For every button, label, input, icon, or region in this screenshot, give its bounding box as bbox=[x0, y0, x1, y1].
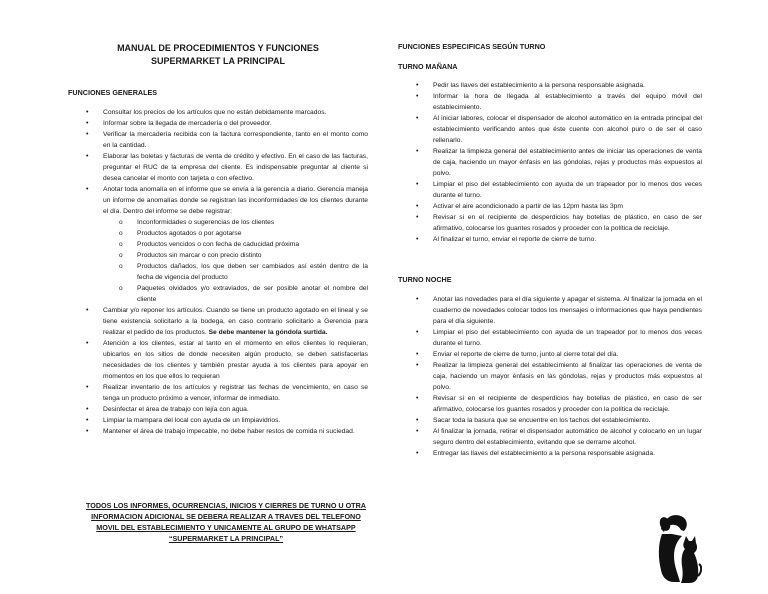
list-item: • Activar el aire acondicionado a partir de las 12pm hasta las 3pm bbox=[398, 201, 702, 212]
general-heading: FUNCIONES GENERALES bbox=[68, 88, 158, 97]
whatsapp-notice: TODOS LOS INFORMES, OCURRENCIAS, INICIOS Y CIERRES DE TURNO U OTRA INFORMACION ADICIONAL SE DEBERA REALIZAR A TRAVES DEL TELEFONO MOVIL DEL ESTABLECIMIENTO Y UNICAMENTE AL GRUPO DE WHATSAPP “SUPERMARKET LA PRINCIPAL” bbox=[86, 501, 366, 543]
sublist-item: o Paquetes olvidados y/o extraviados, de ser posible anotar el nombre del cliente bbox=[103, 283, 368, 305]
list-item: • Pedir las llaves del establecimiento a la persona responsable asignada. bbox=[398, 80, 702, 91]
list-item: • Mantener el área de trabajo impecable, no debe haber restos de comida ni suciedad. bbox=[68, 426, 368, 437]
list-item: • Informar sobre la llegada de mercadería o del proveedor. bbox=[68, 118, 368, 129]
list-item: • Limpiar el piso del establecimiento con ayuda de un trapeador por lo menos dos veces durante el turno. bbox=[398, 179, 702, 201]
list-item: • Realizar la limpieza general del establecimiento al finalizar las operaciones de venta de caja, haciendo un mayor énfasis en las góndolas, rejas y productos más expuestos al polvo. bbox=[398, 360, 702, 393]
list-item: • Al finalizar la jornada, retirar el dispensador automático de alcohol y colocarlo en un lugar seguro dentro del establecimiento, evitando que se derrame alcohol. bbox=[398, 426, 702, 448]
general-list bbox=[68, 107, 368, 437]
list-item: • Elaborar las boletas y facturas de venta de crédito y efectivo. En el caso de las facturas, preguntar el RUC de la empresa del cliente. Es indispensable preguntar al cliente si desea cancelar el monto con tarjeta o con efectivo. bbox=[68, 151, 368, 184]
specific-heading: FUNCIONES ESPECIFICAS SEGÚN TURNO bbox=[398, 42, 546, 51]
list-item: • Limpiar la mampara del local con ayuda de un limpiavidrios. bbox=[68, 415, 368, 426]
list-item: • Desinfectar el área de trabajo con lejía con agua. bbox=[68, 404, 368, 415]
list-item bbox=[68, 184, 368, 305]
dog-cat-silhouette-icon bbox=[654, 512, 702, 588]
list-item: • Realizar la limpieza general del establecimiento antes de iniciar las operaciones de venta de caja, haciendo un mayor énfasis en las góndolas, rejas y productos más expuestos al polvo. bbox=[398, 146, 702, 179]
night-heading: TURNO NOCHE bbox=[398, 275, 452, 284]
list-item: • Entregar las llaves del establecimiento a la persona responsable asignada. bbox=[398, 448, 702, 459]
sublist-item: o Productos sin marcar o con precio distinto bbox=[103, 250, 368, 261]
list-item: • Sacar toda la basura que se encuentre en los tachos del establecimiento. bbox=[398, 415, 702, 426]
sublist-item: o Productos dañados, los que deben ser cambiados así estén dentro de la fecha de vigencia del producto bbox=[103, 261, 368, 283]
list-item: • Enviar el reporte de cierre de turno, junto al cierre total del día. bbox=[398, 349, 702, 360]
anomaly-item-text: Anotar toda anomalía en el informe que se envía a la gerencia a diario. Gerencia maneja un informe de anomalías donde se registran las inconformidades de los clientes durante el día. Dentro del informe se debe registrar: bbox=[103, 186, 368, 215]
reponer-text: Cambiar y/o reponer los artículos. Cuando se tiene un producto agotado en el lineal y se tiene existencia solicitarlo a la bodega, en caso contrario solicitarlo a Gerencia para realizar el pedido de los productos. bbox=[103, 307, 368, 336]
page-title bbox=[68, 42, 368, 68]
list-item: • Revisar si en el recipiente de desperdicios hay botellas de plástico, en caso de ser afirmativo, colocarse los guantes rosados y proceder con la política de reciclaje. bbox=[398, 393, 702, 415]
list-item: • Realizar inventario de los artículos y registrar las fechas de vencimiento, en caso se tenga un producto próximo a vencer, informar de inmediato. bbox=[68, 382, 368, 404]
sublist-item: o Productos agotados o por agotarse bbox=[103, 228, 368, 239]
sublist-item: o Productos vencidos o con fecha de caducidad próxima bbox=[103, 239, 368, 250]
list-item: • Informar la hora de llegada al establecimiento a través del equipo móvil del establecimiento. bbox=[398, 91, 702, 113]
list-item: • Revisar si en el recipiente de desperdicios hay botellas de plástico, en caso de ser afirmativo, colocarse los guantes rosados y proceder con la política de reciclaje. bbox=[398, 212, 702, 234]
list-item: • Verificar la mercadería recibida con la factura correspondiente, tanto en el monto como en la cantidad. bbox=[68, 129, 368, 151]
list-item: • Anotar las novedades para el día siguiente y apagar el sistema. Al finalizar la jornada en el cuaderno de novedades colocar todos los mensajes o informaciones que haya pendientes para el día siguiente. bbox=[398, 294, 702, 327]
list-item bbox=[68, 305, 368, 338]
title-line-1: MANUAL DE PROCEDIMIENTOS Y FUNCIONES bbox=[117, 43, 319, 53]
list-item: • Atención a los clientes, estar al tanto en el momento en ellos clientes lo requieran, ubicarlos en los sitios de donde necesiten algún producto, se deben satisfacerlas necesidades de los clientes y también prestar ayuda a los clientes para apoyar en momentos en los que ellos lo requieran bbox=[68, 338, 368, 382]
list-item: • Consultar los precios de los artículos que no están debidamente marcados. bbox=[68, 107, 368, 118]
reponer-bold-text: Se debe mantener la góndola surtida. bbox=[208, 329, 328, 336]
list-item: • Al iniciar labores, colocar el dispensador de alcohol automático en la entrada principal del establecimiento verificando antes que éste cuente con alcohol puro o de ser el caso rellenarlo. bbox=[398, 113, 702, 146]
sublist-item: o Inconformidades o sugerencias de los clientes bbox=[103, 217, 368, 228]
morning-list bbox=[398, 80, 702, 245]
morning-heading: TURNO MAÑANA bbox=[398, 62, 458, 71]
list-item: • Al finalizar el turno, enviar el reporte de cierre de turno. bbox=[398, 234, 702, 245]
title-line-2: SUPERMARKET LA PRINCIPAL bbox=[150, 56, 285, 66]
list-item: • Limpiar el piso del establecimiento con ayuda de un trapeador por lo menos dos veces durante el turno. bbox=[398, 327, 702, 349]
anomaly-sublist bbox=[103, 217, 368, 305]
night-list bbox=[398, 294, 702, 459]
